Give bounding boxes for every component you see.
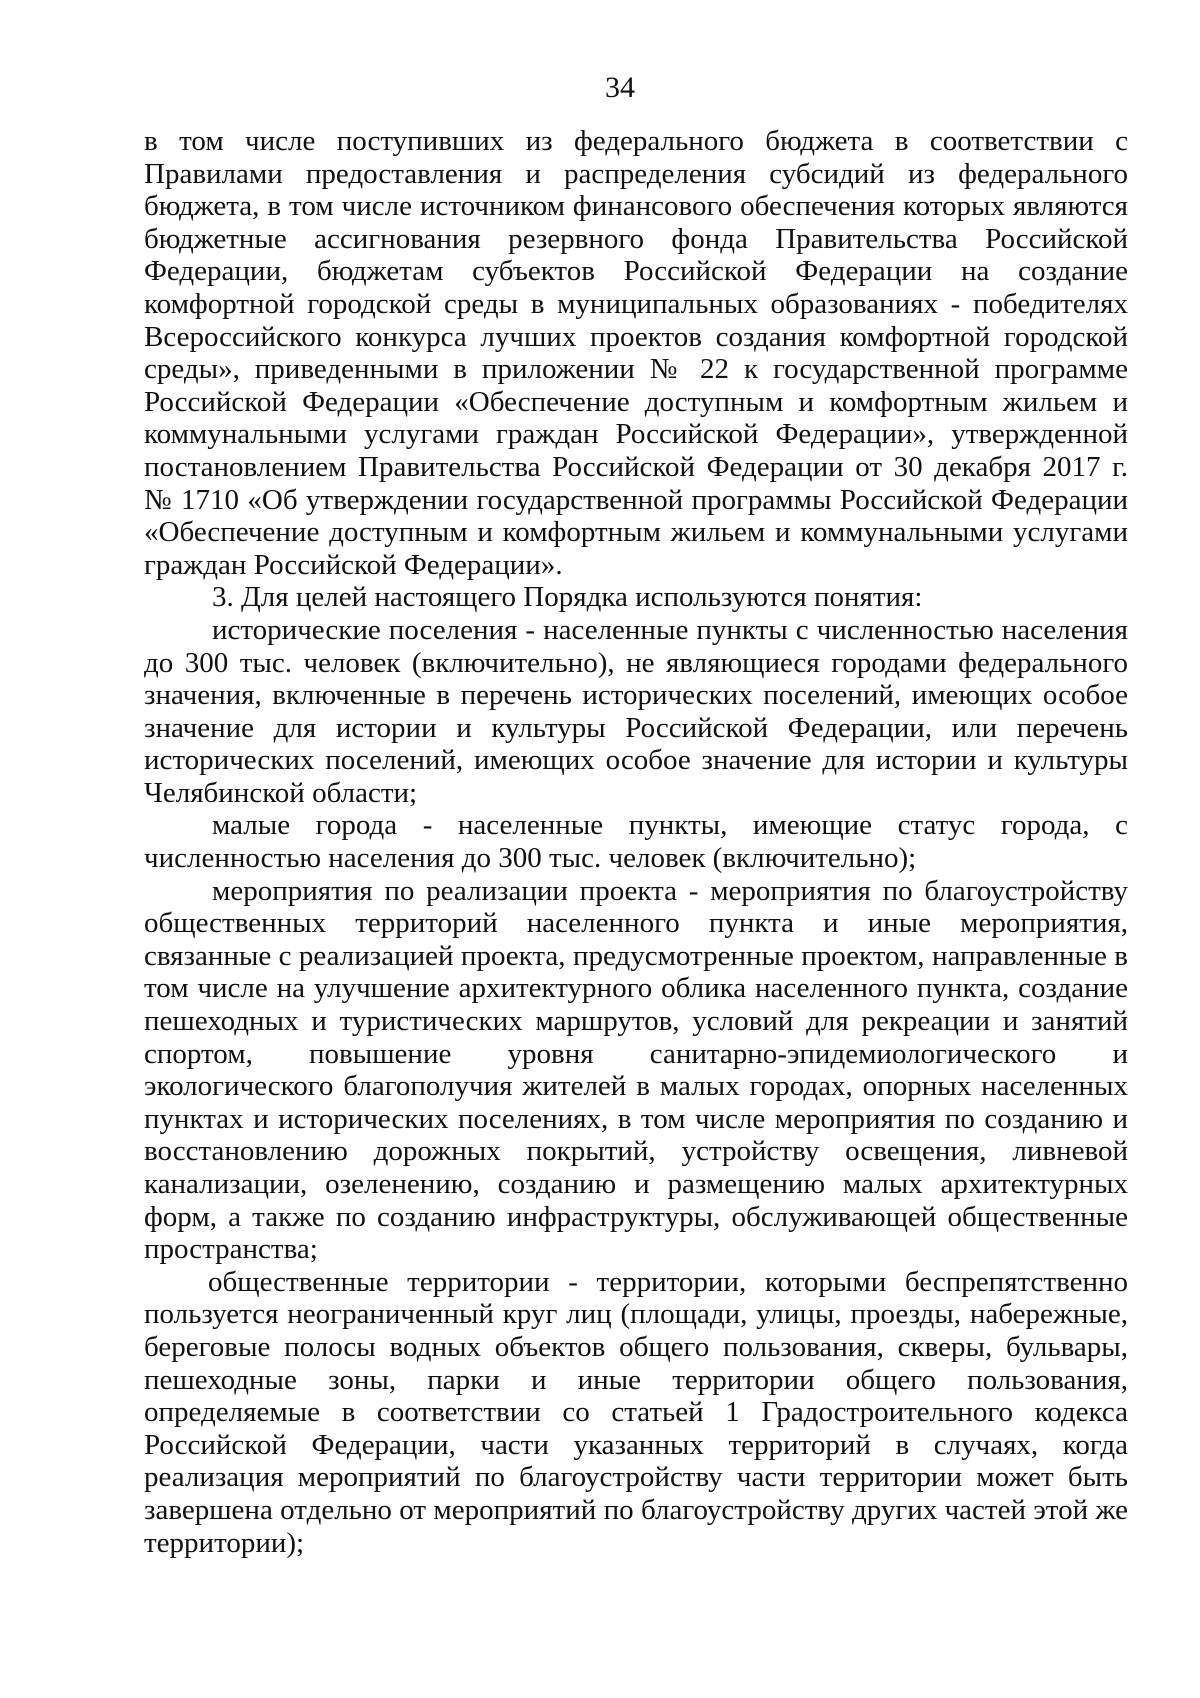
paragraph-small-towns: малые города - населенные пункты, имеющие статус города, с численностью населения до 300 тыс. человек (включительно); [144, 809, 1128, 875]
document-body [144, 125, 1128, 1559]
paragraph-historical-settlements: исторические поселения - населенные пункты с численностью населения до 300 тыс. человек (включительно), не являющиеся городами федерального значения, включенные в перечень исторических поселений, имеющих особое значение для истории и культуры Российской Федерации, или перечень исторических поселений, имеющих особое значение для истории и культуры Челябинской области; [144, 613, 1128, 809]
paragraph-section-3-heading: 3. Для целей настоящего Порядка используются понятия: [212, 581, 923, 614]
paragraph-public-territories: общественные территории - территории, которыми беспрепятственно пользуется неограниченный круг лиц (площади, улицы, проезды, набережные, береговые полосы водных объектов общего пользования, скверы, бульвары, пешеходные зоны, парки и иные территории общего пользования, определяемые в соответствии со статьей 1 Градостроительного кодекса Российской Федерации, части указанных территорий в случаях, когда реализация мероприятий по благоустройству части территории может быть завершена отдельно от мероприятий по благоустройству других частей этой же территории); [144, 1265, 1128, 1559]
paragraph-project-measures: мероприятия по реализации проекта - мероприятия по благоустройству общественных территорий населенного пункта и иные мероприятия, связанные с реализацией проекта, предусмотренные проектом, направленные в том числе на улучшение архитектурного облика населенного пункта, создание пешеходных и туристических маршрутов, условий для рекреации и занятий спортом, повышение уровня санитарно-эпидемиологического и экологического благополучия жителей в малых городах, опорных населенных пунктах и исторических поселениях, в том числе мероприятия по созданию и восстановлению дорожных покрытий, устройству освещения, ливневой канализации, озеленению, созданию и размещению малых архитектурных форм, а также по созданию инфраструктуры, обслуживающей общественные пространства; [144, 874, 1128, 1266]
page-number: 34 [605, 71, 635, 104]
paragraph-continuation: в том числе поступивших из федерального бюджета в соответствии с Правилами предоставления и распределения субсидий из федерального бюджета, в том числе источником финансового обеспечения которых являются бюджетные ассигнования резервного фонда Правительства Российской Федерации, бюджетам субъектов Российской Федерации на создание комфортной городской среды в муниципальных образованиях - победителях Всероссийского конкурса лучших проектов создания комфортной городской среды», приведенными в приложении № 22 к государственной программе Российской Федерации «Обеспечение доступным и комфортным жильем и коммунальными услугами граждан Российской Федерации», утвержденной постановлением Правительства Российской Федерации от 30 декабря 2017 г. № 1710 «Об утверждении государственной программы Российской Федерации «Обеспечение доступным и комфортным жильем и коммунальными услугами граждан Российской Федерации». [144, 125, 1128, 581]
